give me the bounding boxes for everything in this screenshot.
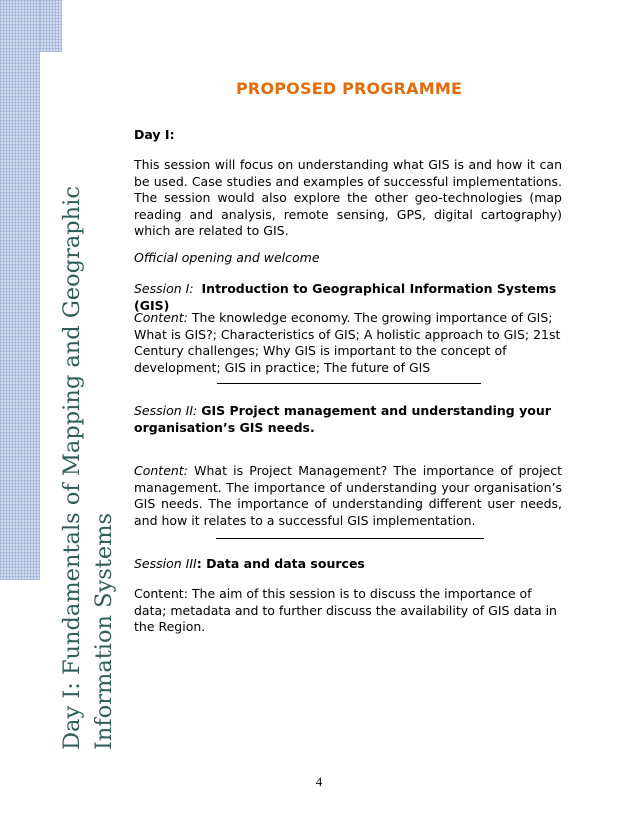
session-3-heading (134, 556, 562, 573)
session-1-content-text: The knowledge economy. The growing importance of GIS; What is GIS?; Characteristics of GIS; A holistic approach to GIS; 21st Century challenges; Why GIS is important to the concept of development; GIS in practice; The future of GIS (134, 310, 561, 375)
sidebar-title-line-2: Information Systems (91, 512, 117, 750)
session-2-content-label: Content: (134, 463, 188, 478)
decorative-sidebar-band (0, 0, 40, 580)
day-label: Day I: (134, 127, 175, 142)
session-2-content (134, 463, 562, 529)
session-3-title: : Data and data sources (196, 556, 365, 571)
session-3-content: Content: The aim of this session is to discuss the importance of data; metadata and to further discuss the availability of GIS data in the Region. (134, 586, 557, 634)
session-1-content (134, 310, 562, 376)
session-1-label: Session I: (134, 281, 194, 296)
page-number: 4 (315, 774, 323, 789)
separator-rule-1 (217, 383, 481, 384)
session-2-content-text: What is Project Management? The importance of project management. The importance of understanding your organisation’s GIS needs. The importance of understanding different user needs, and how it relates to a successful GIS implementation. (134, 463, 563, 528)
decorative-top-band (40, 0, 62, 52)
session-2-title: GIS Project management and understanding your organisation’s GIS needs. (134, 403, 551, 435)
session-2-heading (134, 403, 562, 436)
intro-paragraph: This session will focus on understanding what GIS is and how it can be used. Case studies and examples of successful implementations. The session would also explore the other geo-technologies (map reading and analysis, remote sensing, GPS, digital cartography) which are related to GIS. (134, 157, 562, 238)
separator-rule-2 (216, 538, 484, 539)
session-2-label: Session II: (134, 403, 198, 418)
page-heading: PROPOSED PROGRAMME (236, 79, 463, 98)
sidebar-title (56, 170, 120, 750)
session-3-label: Session III (134, 556, 197, 571)
session-1-content-label: Content: (134, 310, 188, 325)
session-1-title: Introduction to Geographical Information Systems (GIS) (134, 281, 557, 313)
opening-line: Official opening and welcome (134, 250, 320, 265)
sidebar-title-line-1: Day I: Fundamentals of Mapping and Geographic (59, 186, 85, 750)
